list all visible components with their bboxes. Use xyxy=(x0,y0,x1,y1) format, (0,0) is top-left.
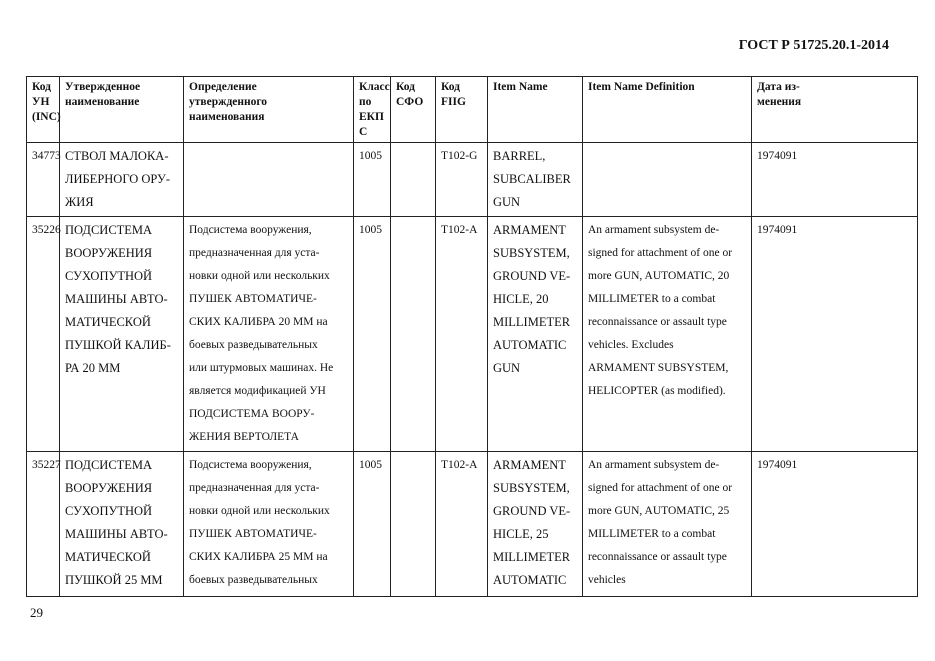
text-line: ЖЕНИЯ ВЕРТОЛЕТА xyxy=(189,431,299,443)
text-line: РА 20 ММ xyxy=(65,361,121,375)
cell-class: 1005 xyxy=(354,143,391,217)
text-line: предназначенная для уста- xyxy=(189,247,320,259)
table-header-row xyxy=(27,77,918,143)
text-line: Item Name xyxy=(493,81,548,93)
text-line: утвержденного xyxy=(189,96,268,108)
cell-item-name xyxy=(488,217,583,452)
text-line: является модификацией УН xyxy=(189,385,326,397)
text-line: ПУШКОЙ 25 ММ xyxy=(65,573,163,587)
text-line: СУХОПУТНОЙ xyxy=(65,504,153,518)
table-row xyxy=(27,143,918,217)
text-line: Подсистема вооружения, xyxy=(189,224,312,236)
text-line: УН xyxy=(32,96,50,108)
text-line: МАТИЧЕСКОЙ xyxy=(65,550,151,564)
text-line: ARMAMENT SUBSYSTEM, xyxy=(588,362,729,374)
text-line: MILLIMETER xyxy=(493,550,571,564)
text-line: vehicles xyxy=(588,574,626,586)
text-line: Класс xyxy=(359,81,390,93)
text-line: ВООРУЖЕНИЯ xyxy=(65,246,153,260)
text-line: AUTOMATIC xyxy=(493,573,567,587)
text-line: Item Name Definition xyxy=(588,81,695,93)
text-line: GUN xyxy=(493,195,521,209)
text-line: ARMAMENT xyxy=(493,223,566,237)
text-line: новки одной или нескольких xyxy=(189,270,330,282)
cell-item-definition xyxy=(583,143,752,217)
cell-sfo xyxy=(391,143,436,217)
text-line: SUBSYSTEM, xyxy=(493,481,570,495)
text-line: МАТИЧЕСКОЙ xyxy=(65,315,151,329)
header-sfo-code xyxy=(391,77,436,143)
cell-class: 1005 xyxy=(354,452,391,597)
text-line: HICLE, 25 xyxy=(493,527,549,541)
text-line: signed for attachment of one or xyxy=(588,247,733,259)
text-line: SUBSYSTEM, xyxy=(493,246,570,260)
text-line: MILLIMETER to a combat xyxy=(588,528,716,540)
header-ekps-class xyxy=(354,77,391,143)
text-line: Код xyxy=(441,81,461,93)
text-line: СКИХ КАЛИБРА 25 ММ на xyxy=(189,551,328,563)
cell-date: 1974091 xyxy=(752,452,918,597)
cell-approved-name xyxy=(60,217,184,452)
document-code: ГОСТ Р 51725.20.1-2014 xyxy=(738,38,889,53)
cell-item-definition xyxy=(583,217,752,452)
cell-fiig: T102-A xyxy=(436,452,488,597)
cell-class: 1005 xyxy=(354,217,391,452)
cell-item-definition xyxy=(583,452,752,597)
cell-date: 1974091 xyxy=(752,143,918,217)
text-line: signed for attachment of one or xyxy=(588,482,733,494)
cell-fiig: T102-G xyxy=(436,143,488,217)
cell-code: 35226 xyxy=(27,217,60,452)
cell-item-name xyxy=(488,143,583,217)
cell-sfo xyxy=(391,452,436,597)
text-line: Определение xyxy=(189,81,257,93)
text-line: боевых разведывательных xyxy=(189,339,318,351)
cell-item-name xyxy=(488,452,583,597)
text-line: GROUND VE- xyxy=(493,504,571,518)
text-line: Код xyxy=(396,81,416,93)
text-line: наименования xyxy=(189,111,265,123)
header-change-date xyxy=(752,77,918,143)
text-line: reconnaissance or assault type xyxy=(588,551,727,563)
text-line: СКИХ КАЛИБРА 20 ММ на xyxy=(189,316,328,328)
cell-definition xyxy=(184,452,354,597)
text-line: ПОДСИСТЕМА ВООРУ- xyxy=(189,408,315,420)
text-line: менения xyxy=(757,96,802,108)
text-line: SUBCALIBER xyxy=(493,172,571,186)
header-name-definition xyxy=(184,77,354,143)
text-line: ЛИБЕРНОГО ОРУ- xyxy=(65,172,171,186)
text-line: по xyxy=(359,96,372,108)
text-line: ARMAMENT xyxy=(493,458,566,472)
text-line: Код xyxy=(32,81,52,93)
text-line: AUTOMATIC xyxy=(493,338,567,352)
text-line: ПОДСИСТЕМА xyxy=(65,223,153,237)
text-line: ЖИЯ xyxy=(65,195,94,209)
text-line: Подсистема вооружения, xyxy=(189,459,312,471)
text-line: ПУШКОЙ КАЛИБ- xyxy=(65,338,171,352)
text-line: СФО xyxy=(396,96,424,108)
text-line: Утвержденное xyxy=(65,81,141,93)
header-inc-code xyxy=(27,77,60,143)
table-row xyxy=(27,452,918,597)
text-line: СТВОЛ МАЛОКА- xyxy=(65,149,169,163)
text-line: (INC) xyxy=(32,111,61,123)
text-line: СУХОПУТНОЙ xyxy=(65,269,153,283)
text-line: An armament subsystem de- xyxy=(588,459,720,471)
header-fiig-code xyxy=(436,77,488,143)
text-line: GUN xyxy=(493,361,521,375)
cell-sfo xyxy=(391,217,436,452)
text-line: ВООРУЖЕНИЯ xyxy=(65,481,153,495)
cell-approved-name xyxy=(60,452,184,597)
text-line: ПОДСИСТЕМА xyxy=(65,458,153,472)
text-line: наименование xyxy=(65,96,140,108)
text-line: GROUND VE- xyxy=(493,269,571,283)
table-row xyxy=(27,217,918,452)
classification-table xyxy=(26,76,918,597)
cell-code: 35227 xyxy=(27,452,60,597)
text-line: ПУШЕК АВТОМАТИЧЕ- xyxy=(189,528,317,540)
header-item-name-definition xyxy=(583,77,752,143)
text-line: HICLE, 20 xyxy=(493,292,549,306)
text-line: HELICOPTER (as modified). xyxy=(588,385,726,397)
cell-definition xyxy=(184,217,354,452)
text-line: FIIG xyxy=(441,96,466,108)
text-line: An armament subsystem de- xyxy=(588,224,720,236)
page-number: 29 xyxy=(30,605,43,620)
header-item-name xyxy=(488,77,583,143)
text-line: ПУШЕК АВТОМАТИЧЕ- xyxy=(189,293,317,305)
text-line: reconnaissance or assault type xyxy=(588,316,727,328)
text-line: vehicles. Excludes xyxy=(588,339,674,351)
text-line: ЕКП xyxy=(359,111,384,123)
cell-approved-name xyxy=(60,143,184,217)
text-line: more GUN, AUTOMATIC, 25 xyxy=(588,505,730,517)
text-line: more GUN, AUTOMATIC, 20 xyxy=(588,270,730,282)
cell-fiig: T102-A xyxy=(436,217,488,452)
text-line: или штурмовых машинах. Не xyxy=(189,362,334,374)
text-line: С xyxy=(359,126,368,138)
text-line: Дата из- xyxy=(757,81,800,93)
text-line: BARREL, xyxy=(493,149,546,163)
text-line: новки одной или нескольких xyxy=(189,505,330,517)
cell-definition xyxy=(184,143,354,217)
text-line: МАШИНЫ АВТО- xyxy=(65,292,168,306)
text-line: MILLIMETER to a combat xyxy=(588,293,716,305)
text-line: предназначенная для уста- xyxy=(189,482,320,494)
text-line: МАШИНЫ АВТО- xyxy=(65,527,168,541)
cell-date: 1974091 xyxy=(752,217,918,452)
header-approved-name xyxy=(60,77,184,143)
text-line: MILLIMETER xyxy=(493,315,571,329)
text-line: боевых разведывательных xyxy=(189,574,318,586)
cell-code: 34773 xyxy=(27,143,60,217)
